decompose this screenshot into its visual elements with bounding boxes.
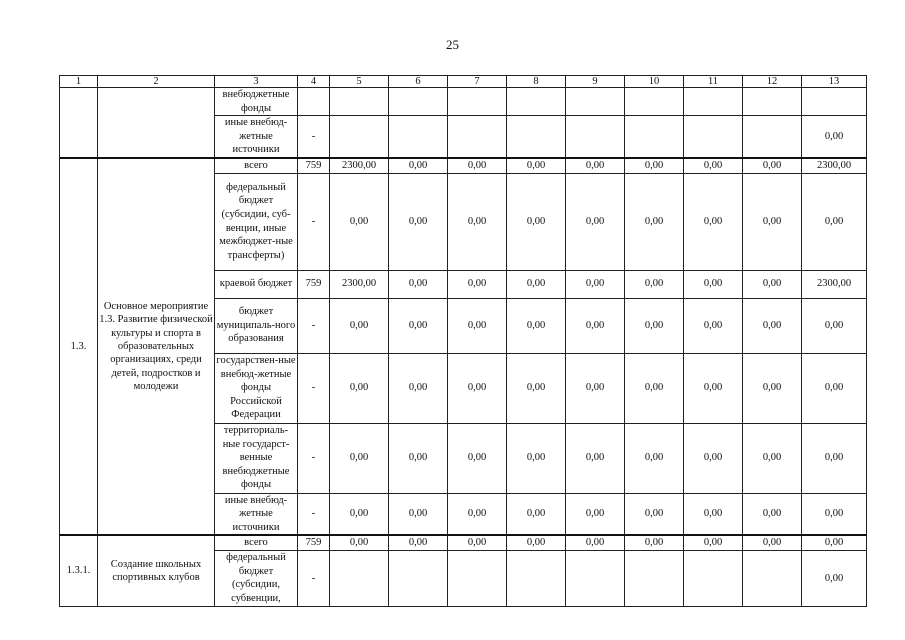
budget-table [59, 75, 867, 607]
amount-cell: 0,00 [802, 550, 867, 606]
amount-cell: 0,00 [448, 423, 507, 493]
funding-source-cell: бюджет муниципаль-ного образования [215, 298, 298, 353]
funding-source-cell: всего [215, 535, 298, 550]
amount-cell: 0,00 [330, 353, 389, 423]
amount-cell: 0,00 [507, 353, 566, 423]
amount-cell: 0,00 [743, 298, 802, 353]
amount-cell: 0,00 [448, 493, 507, 535]
amount-cell: 0,00 [743, 353, 802, 423]
code-cell: - [298, 493, 330, 535]
amount-cell: 0,00 [330, 493, 389, 535]
amount-cell [743, 116, 802, 158]
amount-cell [507, 88, 566, 116]
amount-cell [448, 116, 507, 158]
amount-cell: 0,00 [448, 535, 507, 550]
funding-source-cell: внебюджетные фонды [215, 88, 298, 116]
code-cell: - [298, 423, 330, 493]
header-cell: 1 [60, 76, 98, 88]
header-cell: 5 [330, 76, 389, 88]
header-cell: 4 [298, 76, 330, 88]
amount-cell: 0,00 [448, 298, 507, 353]
amount-cell [330, 550, 389, 606]
amount-cell: 0,00 [389, 298, 448, 353]
activity-name-cell: Основное мероприятие 1.3. Развитие физической культуры и спорта в образовательных организациях, среди детей, подростков и молодежи [98, 158, 215, 535]
amount-cell [625, 88, 684, 116]
amount-cell: 0,00 [566, 173, 625, 270]
amount-cell: 0,00 [625, 423, 684, 493]
amount-cell: 0,00 [684, 535, 743, 550]
amount-cell: 0,00 [684, 423, 743, 493]
amount-cell [566, 116, 625, 158]
amount-cell [743, 88, 802, 116]
code-cell [298, 88, 330, 116]
amount-cell: 0,00 [802, 423, 867, 493]
table-row [60, 88, 867, 116]
row-number-cell [60, 88, 98, 158]
funding-source-cell: всего [215, 158, 298, 173]
amount-cell [743, 550, 802, 606]
amount-cell: 0,00 [743, 270, 802, 298]
amount-cell: 0,00 [507, 298, 566, 353]
amount-cell: 0,00 [389, 173, 448, 270]
code-cell: - [298, 173, 330, 270]
amount-cell: 0,00 [684, 353, 743, 423]
amount-cell: 0,00 [802, 173, 867, 270]
header-cell: 13 [802, 76, 867, 88]
page-number: 25 [446, 37, 459, 52]
amount-cell [566, 88, 625, 116]
amount-cell: 0,00 [389, 423, 448, 493]
row-number-cell: 1.3. [60, 158, 98, 535]
funding-source-cell: государствен-ные внебюд-жетные фонды Российской Федерации [215, 353, 298, 423]
funding-source-cell: территориаль-ные государст-венные внебюджетные фонды [215, 423, 298, 493]
amount-cell: 0,00 [743, 173, 802, 270]
amount-cell [566, 550, 625, 606]
amount-cell: 0,00 [743, 158, 802, 173]
amount-cell: 0,00 [389, 535, 448, 550]
row-number-cell: 1.3.1. [60, 535, 98, 606]
amount-cell: 0,00 [507, 270, 566, 298]
amount-cell: 0,00 [625, 353, 684, 423]
header-row [60, 76, 867, 88]
code-cell: 759 [298, 158, 330, 173]
amount-cell: 0,00 [802, 116, 867, 158]
amount-cell: 0,00 [507, 173, 566, 270]
code-cell: - [298, 298, 330, 353]
amount-cell: 0,00 [389, 353, 448, 423]
amount-cell: 0,00 [507, 493, 566, 535]
amount-cell: 2300,00 [330, 270, 389, 298]
amount-cell: 0,00 [684, 298, 743, 353]
table-row [60, 535, 867, 550]
amount-cell: 0,00 [330, 173, 389, 270]
amount-cell [802, 88, 867, 116]
header-cell: 7 [448, 76, 507, 88]
amount-cell: 2300,00 [330, 158, 389, 173]
amount-cell: 0,00 [625, 158, 684, 173]
amount-cell [389, 88, 448, 116]
amount-cell: 0,00 [389, 493, 448, 535]
amount-cell: 0,00 [802, 493, 867, 535]
amount-cell [389, 116, 448, 158]
amount-cell: 0,00 [743, 423, 802, 493]
amount-cell [684, 550, 743, 606]
activity-name-cell: Создание школьных спортивных клубов [98, 535, 215, 606]
header-cell: 2 [98, 76, 215, 88]
amount-cell: 2300,00 [802, 270, 867, 298]
code-cell: - [298, 353, 330, 423]
amount-cell: 0,00 [448, 353, 507, 423]
amount-cell: 0,00 [330, 298, 389, 353]
activity-name-cell [98, 88, 215, 158]
amount-cell: 0,00 [566, 353, 625, 423]
amount-cell: 0,00 [389, 270, 448, 298]
funding-source-cell: иные внебюд-жетные источники [215, 493, 298, 535]
amount-cell: 0,00 [566, 298, 625, 353]
amount-cell: 0,00 [389, 158, 448, 173]
code-cell: - [298, 116, 330, 158]
amount-cell: 0,00 [566, 270, 625, 298]
header-cell: 6 [389, 76, 448, 88]
amount-cell: 0,00 [743, 535, 802, 550]
amount-cell: 0,00 [802, 535, 867, 550]
amount-cell: 2300,00 [802, 158, 867, 173]
amount-cell: 0,00 [625, 270, 684, 298]
amount-cell: 0,00 [802, 298, 867, 353]
amount-cell: 0,00 [743, 493, 802, 535]
amount-cell: 0,00 [684, 493, 743, 535]
amount-cell: 0,00 [566, 493, 625, 535]
header-cell: 3 [215, 76, 298, 88]
amount-cell: 0,00 [625, 173, 684, 270]
amount-cell [625, 550, 684, 606]
amount-cell: 0,00 [566, 535, 625, 550]
amount-cell [389, 550, 448, 606]
amount-cell: 0,00 [802, 353, 867, 423]
funding-source-cell: иные внебюд-жетные источники [215, 116, 298, 158]
amount-cell [448, 88, 507, 116]
amount-cell: 0,00 [448, 270, 507, 298]
amount-cell: 0,00 [625, 298, 684, 353]
amount-cell: 0,00 [507, 423, 566, 493]
amount-cell: 0,00 [684, 158, 743, 173]
amount-cell: 0,00 [625, 535, 684, 550]
header-cell: 9 [566, 76, 625, 88]
amount-cell [330, 88, 389, 116]
amount-cell [684, 88, 743, 116]
amount-cell: 0,00 [566, 158, 625, 173]
amount-cell: 0,00 [330, 423, 389, 493]
amount-cell: 0,00 [566, 423, 625, 493]
code-cell: 759 [298, 535, 330, 550]
amount-cell: 0,00 [507, 535, 566, 550]
amount-cell: 0,00 [684, 270, 743, 298]
code-cell: 759 [298, 270, 330, 298]
code-cell: - [298, 550, 330, 606]
amount-cell: 0,00 [507, 158, 566, 173]
amount-cell [507, 550, 566, 606]
header-cell: 11 [684, 76, 743, 88]
amount-cell: 0,00 [448, 158, 507, 173]
amount-cell [625, 116, 684, 158]
table-row [60, 158, 867, 173]
funding-source-cell: федеральный бюджет (субсидии, суб-венции, иные межбюджет-ные трансферты) [215, 173, 298, 270]
amount-cell [448, 550, 507, 606]
header-cell: 10 [625, 76, 684, 88]
header-cell: 12 [743, 76, 802, 88]
amount-cell: 0,00 [330, 535, 389, 550]
funding-source-cell: краевой бюджет [215, 270, 298, 298]
amount-cell [507, 116, 566, 158]
amount-cell [684, 116, 743, 158]
header-cell: 8 [507, 76, 566, 88]
funding-source-cell: федеральный бюджет (субсидии, субвенции, [215, 550, 298, 606]
amount-cell: 0,00 [684, 173, 743, 270]
amount-cell: 0,00 [448, 173, 507, 270]
amount-cell: 0,00 [625, 493, 684, 535]
amount-cell [330, 116, 389, 158]
